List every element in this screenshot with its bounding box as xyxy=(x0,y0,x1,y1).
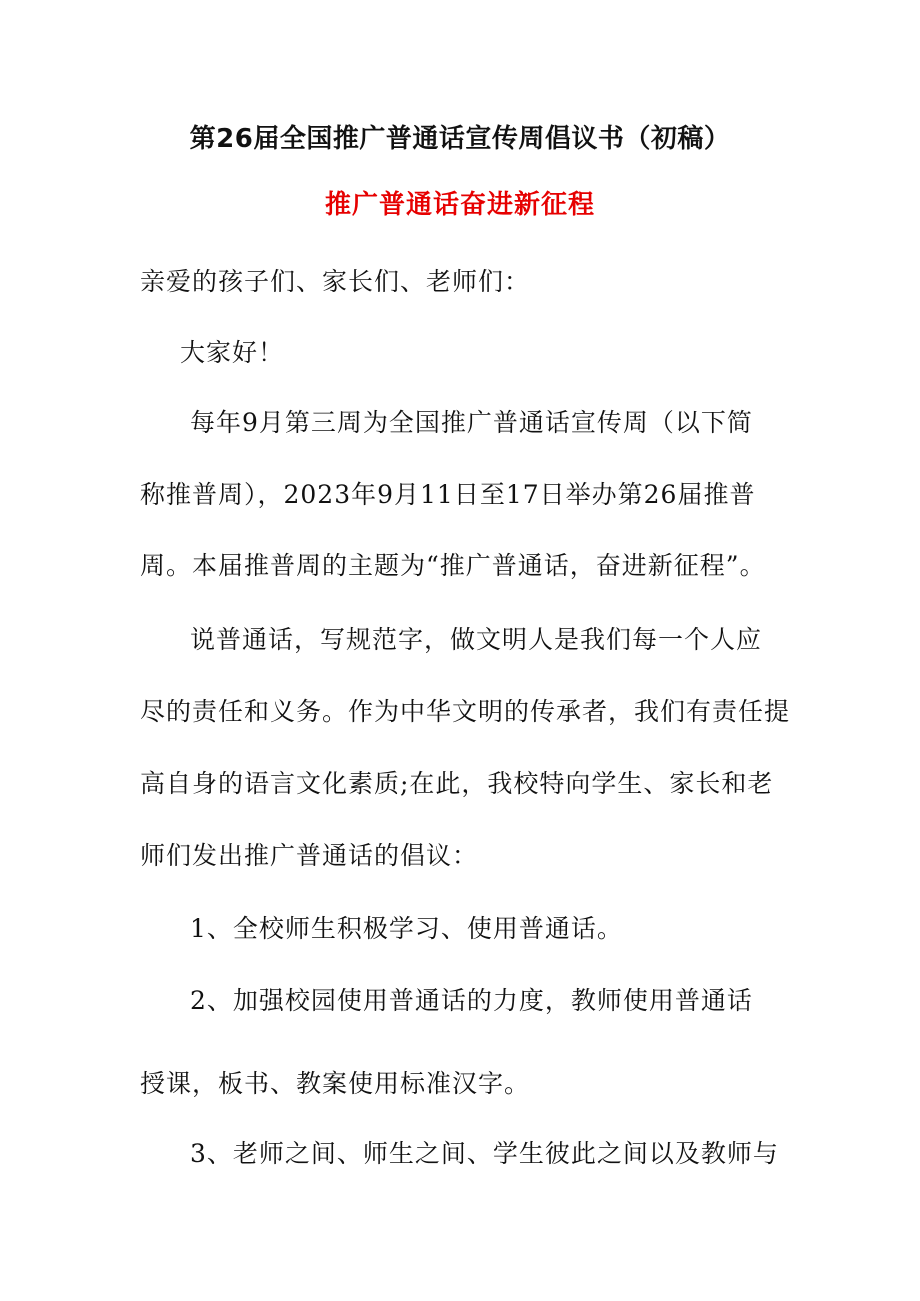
paragraph-2-line-2: 尽的责任和义务。作为中华文明的传承者，我们有责任提 xyxy=(140,697,791,726)
greeting: 大家好！ xyxy=(180,338,285,367)
salutation: 亲爱的孩子们、家长们、老师们： xyxy=(140,267,531,296)
item-2-line-1: 2、加强校园使用普通话的力度，教师使用普通话 xyxy=(190,986,753,1015)
paragraph-2-line-1: 说普通话，写规范字，做文明人是我们每一个人应 xyxy=(190,625,763,654)
paragraph-2-line-4: 师们发出推广普通话的倡议： xyxy=(140,841,479,870)
paragraph-1-line-3: 周。本届推普周的主题为“推广普通话，奋进新征程”。 xyxy=(140,551,766,580)
item-3-line-1: 3、老师之间、师生之间、学生彼此之间以及教师与 xyxy=(190,1139,779,1168)
paragraph-1-line-1: 每年9月第三周为全国推广普通话宣传周（以下简 xyxy=(190,408,753,437)
paragraph-2-line-3: 高自身的语言文化素质;在此，我校特向学生、家长和老 xyxy=(140,769,774,798)
document-title: 第26届全国推广普通话宣传周倡议书（初稿） xyxy=(189,124,731,154)
item-2-line-2: 授课，板书、教案使用标准汉字。 xyxy=(140,1069,531,1098)
document-subtitle: 推广普通话奋进新征程 xyxy=(324,190,595,220)
paragraph-1-line-2: 称推普周），2023年9月11日至17日举办第26届推普 xyxy=(140,480,756,509)
item-1: 1、全校师生积极学习、使用普通话。 xyxy=(190,914,623,943)
